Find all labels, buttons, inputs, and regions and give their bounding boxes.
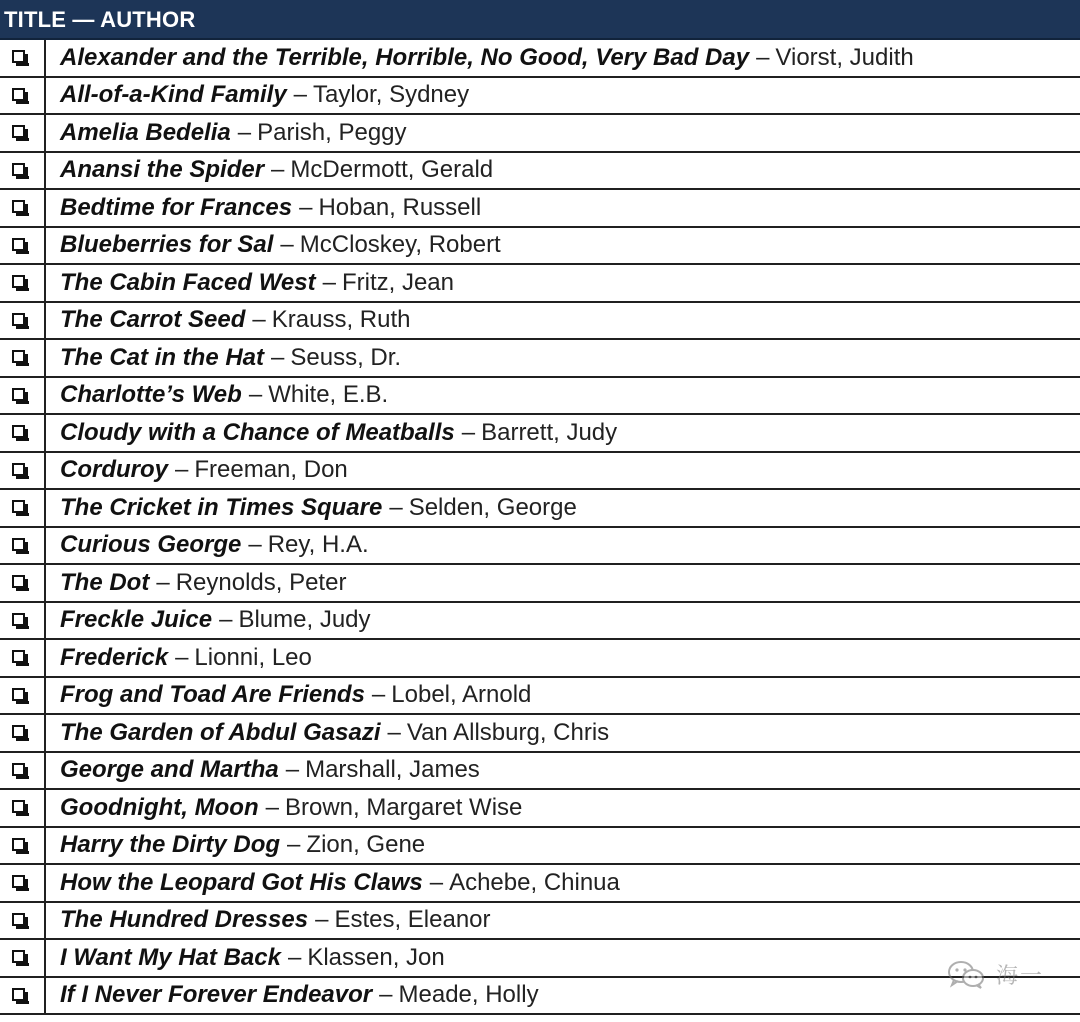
table-row: [0, 228, 1080, 266]
title-author-separator: –: [248, 381, 263, 409]
checkbox-cell: [0, 715, 46, 751]
table-row: [0, 940, 1080, 978]
table-row: [0, 903, 1080, 941]
title-author-separator: –: [280, 231, 294, 259]
book-title: Frederick: [60, 643, 169, 671]
table-row: [0, 190, 1080, 228]
book-title: How the Leopard Got His Claws: [60, 868, 423, 896]
checkbox-cell: [0, 678, 46, 714]
book-author: Zion, Gene: [306, 831, 426, 859]
book-entry: [60, 603, 1080, 639]
book-author: Fritz, Jean: [341, 268, 454, 296]
book-author: Selden, George: [408, 493, 577, 521]
title-author-separator: –: [252, 306, 266, 334]
checkbox[interactable]: [12, 950, 25, 963]
book-author: Blume, Judy: [238, 606, 371, 634]
book-author: Seuss, Dr.: [290, 343, 402, 371]
book-title: Frog and Toad Are Friends: [60, 681, 365, 709]
book-author: Meade, Holly: [398, 981, 539, 1009]
book-entry: [60, 228, 1080, 264]
checkbox-cell: [0, 378, 46, 414]
table-row: [0, 490, 1080, 528]
checkbox[interactable]: [12, 913, 25, 926]
table-row: [0, 753, 1080, 791]
checkbox[interactable]: [12, 350, 25, 363]
checkbox-cell: [0, 303, 46, 339]
book-author: Rey, H.A.: [267, 531, 369, 559]
checkbox[interactable]: [12, 163, 25, 176]
checkbox[interactable]: [12, 463, 25, 476]
book-entry: [60, 153, 1080, 189]
checkbox[interactable]: [12, 425, 25, 438]
checkbox-cell: [0, 115, 46, 151]
checkbox-cell: [0, 415, 46, 451]
watermark: [946, 954, 1044, 994]
checkbox[interactable]: [12, 538, 25, 551]
checkbox[interactable]: [12, 575, 25, 588]
checkbox-cell: [0, 940, 46, 976]
checkbox-cell: [0, 265, 46, 301]
table-row: [0, 340, 1080, 378]
book-title: Harry the Dirty Dog: [60, 831, 281, 859]
book-title: Anansi the Spider: [60, 156, 265, 184]
title-author-separator: –: [285, 756, 300, 784]
checkbox-cell: [0, 753, 46, 789]
book-title: The Cricket in Times Square: [60, 493, 383, 521]
book-entry: [60, 715, 1080, 751]
book-entry: [60, 790, 1080, 826]
checkbox[interactable]: [12, 800, 25, 813]
table-row: [0, 378, 1080, 416]
table-row: [0, 153, 1080, 191]
checkbox[interactable]: [12, 275, 25, 288]
checkbox-cell: [0, 453, 46, 489]
checkbox[interactable]: [12, 238, 25, 251]
book-author: Lionni, Leo: [194, 643, 312, 671]
book-title: The Dot: [60, 568, 150, 596]
checkbox[interactable]: [12, 875, 25, 888]
checkbox-cell: [0, 528, 46, 564]
book-entry: [60, 678, 1080, 714]
table-row: [0, 678, 1080, 716]
table-row: [0, 453, 1080, 491]
checkbox-cell: [0, 603, 46, 639]
book-author: White, E.B.: [268, 381, 389, 409]
table-row: [0, 528, 1080, 566]
book-author: Taylor, Sydney: [313, 81, 470, 109]
book-entry: [60, 903, 1080, 939]
table-header: [0, 0, 1080, 40]
book-title: Cloudy with a Chance of Meatballs: [60, 418, 455, 446]
title-author-separator: –: [315, 906, 329, 934]
book-author: Parish, Peggy: [257, 118, 407, 146]
title-author-separator: –: [389, 493, 403, 521]
table-row: [0, 303, 1080, 341]
book-author: Freeman, Don: [194, 456, 348, 484]
title-author-separator: –: [293, 81, 308, 109]
checkbox-cell: [0, 40, 46, 76]
table-row: [0, 865, 1080, 903]
book-author: Viorst, Judith: [775, 43, 914, 71]
book-entry: [60, 415, 1080, 451]
book-entry: [60, 753, 1080, 789]
book-title: Corduroy: [60, 456, 168, 484]
checkbox-cell: [0, 790, 46, 826]
checkbox-cell: [0, 490, 46, 526]
book-author: Krauss, Ruth: [271, 306, 411, 334]
checkbox-cell: [0, 640, 46, 676]
checkbox-cell: [0, 565, 46, 601]
book-author: Brown, Margaret Wise: [284, 793, 523, 821]
book-author: Lobel, Arnold: [391, 681, 532, 709]
book-title: All-of-a-Kind Family: [60, 81, 287, 109]
book-entry: [60, 340, 1080, 376]
table-row: [0, 603, 1080, 641]
title-author-separator: –: [271, 343, 285, 371]
book-author: Barrett, Judy: [481, 418, 618, 446]
checkbox[interactable]: [12, 838, 25, 851]
book-entry: [60, 303, 1080, 339]
book-title: Blueberries for Sal: [60, 231, 274, 259]
table-row: [0, 715, 1080, 753]
book-title: The Garden of Abdul Gasazi: [60, 718, 381, 746]
book-title: Charlotte’s Web: [60, 381, 242, 409]
table-row: [0, 640, 1080, 678]
checkbox-cell: [0, 340, 46, 376]
book-entry: [60, 453, 1080, 489]
book-entry: [60, 78, 1080, 114]
checkbox[interactable]: [12, 650, 25, 663]
book-author: Marshall, James: [305, 756, 480, 784]
book-entry: [60, 565, 1080, 601]
checkbox-cell: [0, 903, 46, 939]
book-author: McDermott, Gerald: [290, 156, 494, 184]
checkbox[interactable]: [12, 388, 25, 401]
table-row: [0, 40, 1080, 78]
table-row: [0, 828, 1080, 866]
title-author-separator: –: [287, 831, 301, 859]
book-author: Van Allsburg, Chris: [406, 718, 610, 746]
title-author-separator: –: [287, 943, 302, 971]
book-title: The Cat in the Hat: [60, 343, 265, 371]
book-title: Amelia Bedelia: [60, 118, 231, 146]
book-author: Achebe, Chinua: [449, 868, 620, 896]
book-title: Goodnight, Moon: [60, 793, 259, 821]
book-title: The Cabin Faced West: [60, 268, 316, 296]
title-author-separator: –: [461, 418, 476, 446]
book-title: The Carrot Seed: [60, 306, 246, 334]
checkbox[interactable]: [12, 50, 25, 63]
book-entry: [60, 640, 1080, 676]
header-label: TITLE — AUTHOR: [4, 7, 196, 32]
checkbox[interactable]: [12, 613, 25, 626]
checkbox[interactable]: [12, 125, 25, 138]
watermark-text: 海一: [995, 963, 1044, 989]
book-title: Freckle Juice: [60, 606, 213, 634]
checkbox[interactable]: [12, 500, 25, 513]
book-entry: [60, 115, 1080, 151]
table-row: [0, 415, 1080, 453]
book-entry: [60, 865, 1080, 901]
checkbox-cell: [0, 190, 46, 226]
book-title: If I Never Forever Endeavor: [60, 981, 373, 1009]
title-author-separator: –: [756, 43, 770, 71]
book-entry: [60, 490, 1080, 526]
title-author-separator: –: [175, 643, 189, 671]
book-entry: [60, 265, 1080, 301]
checkbox[interactable]: [12, 763, 25, 776]
wechat-icon: [946, 959, 986, 989]
book-author: Klassen, Jon: [307, 943, 445, 971]
title-author-separator: –: [322, 268, 336, 296]
book-entry: [60, 528, 1080, 564]
table-row: [0, 78, 1080, 116]
checkbox[interactable]: [12, 688, 25, 701]
checkbox-cell: [0, 228, 46, 264]
title-author-separator: –: [299, 193, 313, 221]
checkbox-cell: [0, 78, 46, 114]
title-author-separator: –: [379, 981, 393, 1009]
table-row: [0, 265, 1080, 303]
book-entry: [60, 828, 1080, 864]
book-title: Alexander and the Terrible, Horrible, No Good, Very Bad Day: [60, 43, 750, 71]
book-entry: [60, 190, 1080, 226]
book-author: McCloskey, Robert: [299, 231, 501, 259]
book-author: Estes, Eleanor: [334, 906, 491, 934]
checkbox[interactable]: [12, 725, 25, 738]
book-title: George and Martha: [60, 756, 279, 784]
book-entry: [60, 40, 1080, 76]
book-title: I Want My Hat Back: [60, 943, 281, 971]
checkbox-cell: [0, 153, 46, 189]
checkbox[interactable]: [12, 313, 25, 326]
checkbox[interactable]: [12, 200, 25, 213]
book-entry: [60, 940, 1080, 976]
title-author-separator: –: [429, 868, 444, 896]
book-title: Curious George: [60, 531, 242, 559]
title-author-separator: –: [371, 681, 386, 709]
title-author-separator: –: [387, 718, 401, 746]
book-entry: [60, 978, 1080, 1014]
book-author: Hoban, Russell: [318, 193, 482, 221]
checkbox-cell: [0, 978, 46, 1014]
title-author-separator: –: [265, 793, 279, 821]
checkbox[interactable]: [12, 88, 25, 101]
table-row: [0, 978, 1080, 1016]
checkbox[interactable]: [12, 988, 25, 1001]
book-author: Reynolds, Peter: [175, 568, 347, 596]
title-author-separator: –: [156, 568, 170, 596]
title-author-separator: –: [271, 156, 285, 184]
table-row: [0, 565, 1080, 603]
book-title: The Hundred Dresses: [60, 906, 309, 934]
table-row: [0, 790, 1080, 828]
title-author-separator: –: [237, 118, 252, 146]
table-row: [0, 115, 1080, 153]
book-title: Bedtime for Frances: [60, 193, 293, 221]
checkbox-cell: [0, 865, 46, 901]
title-author-separator: –: [219, 606, 233, 634]
book-list: [0, 40, 1080, 1015]
title-author-separator: –: [175, 456, 189, 484]
title-author-separator: –: [248, 531, 262, 559]
book-entry: [60, 378, 1080, 414]
checkbox-cell: [0, 828, 46, 864]
